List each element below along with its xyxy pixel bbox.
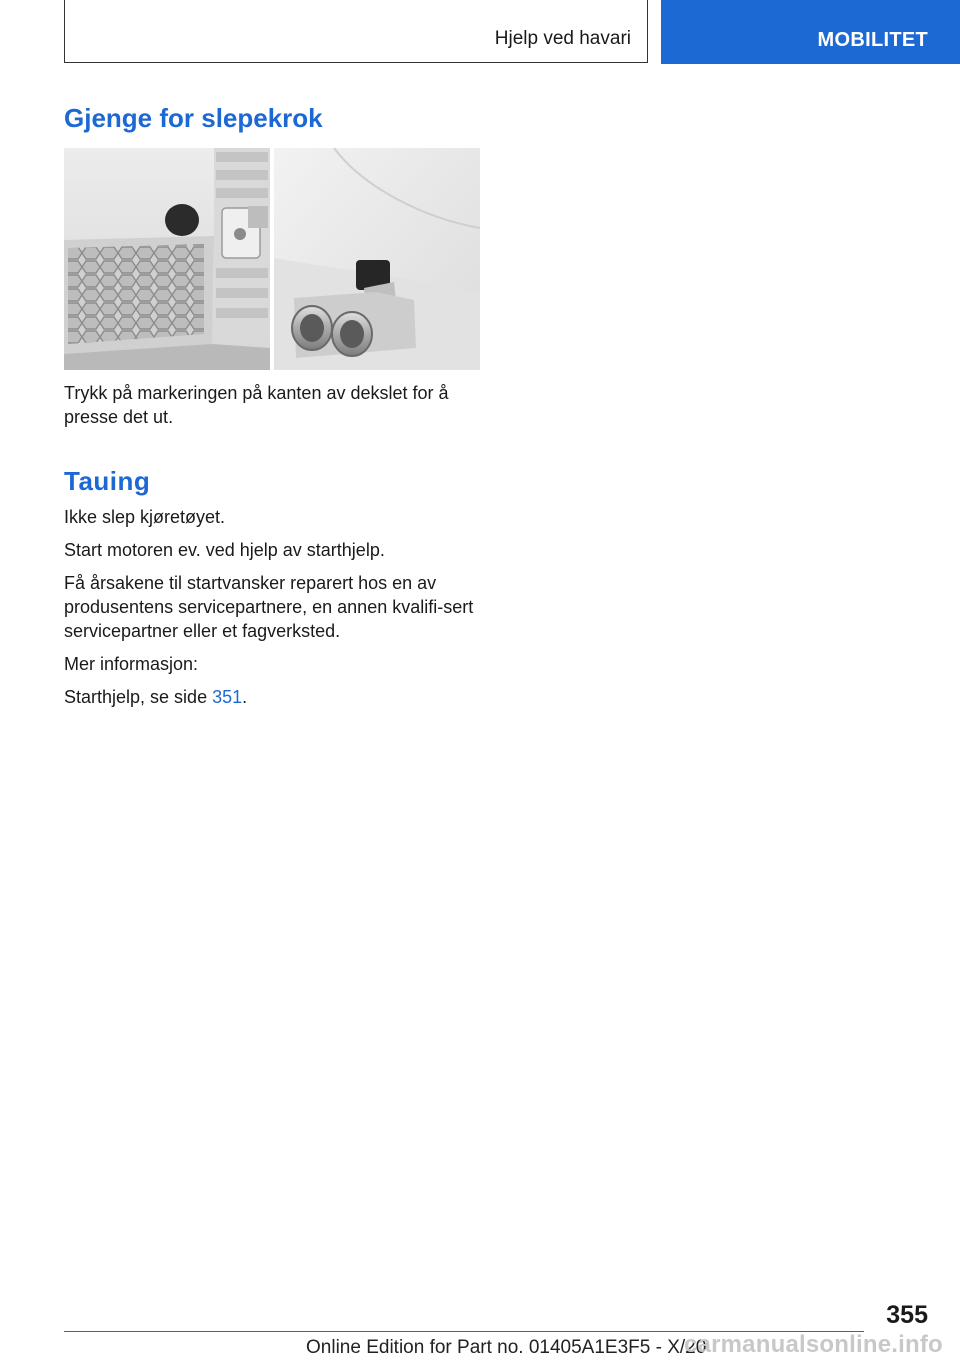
header-section-title: Hjelp ved havari [494, 28, 631, 49]
towing-paragraph-3: Få årsakene til startvansker reparert hos en av produsentens servicepartnere, en annen kvalifi-sert servicepartner eller et fagverksted. [64, 573, 474, 641]
tow-eye-cover-hole [165, 204, 199, 236]
front-bumper-view [64, 148, 270, 370]
towing-paragraph-2: Start motoren ev. ved hjelp av starthjelp. [64, 540, 385, 560]
cross-reference-page-link[interactable]: 351 [212, 687, 243, 707]
footer-edition: Online Edition for Part no. 01405A1E3F5 - X/20 [306, 1337, 707, 1358]
page-number: 355 [886, 1301, 928, 1329]
towing-eye-instruction: Trykk på markeringen på kanten av dekslet for å presse det ut. [64, 383, 449, 427]
cross-reference-prefix: Starthjelp, se side [64, 687, 213, 707]
tow-hook-cover-illustration [64, 148, 480, 370]
towing-paragraph-1: Ikke slep kjøretøyet. [64, 507, 226, 527]
more-info-label: Mer informasjon: [64, 654, 199, 674]
section-title-towing-eye-thread: Gjenge for slepekrok [64, 103, 323, 133]
section-title-towing: Tauing [64, 466, 151, 496]
cross-reference-suffix: . [242, 687, 248, 707]
chapter-tab[interactable] [661, 0, 960, 64]
chapter-tab-label: MOBILITET [817, 29, 928, 51]
header-section-box [64, 0, 648, 63]
watermark: carmanualsonline.info [684, 1331, 943, 1358]
cross-reference [64, 685, 484, 709]
rear-bumper-view [274, 148, 480, 370]
